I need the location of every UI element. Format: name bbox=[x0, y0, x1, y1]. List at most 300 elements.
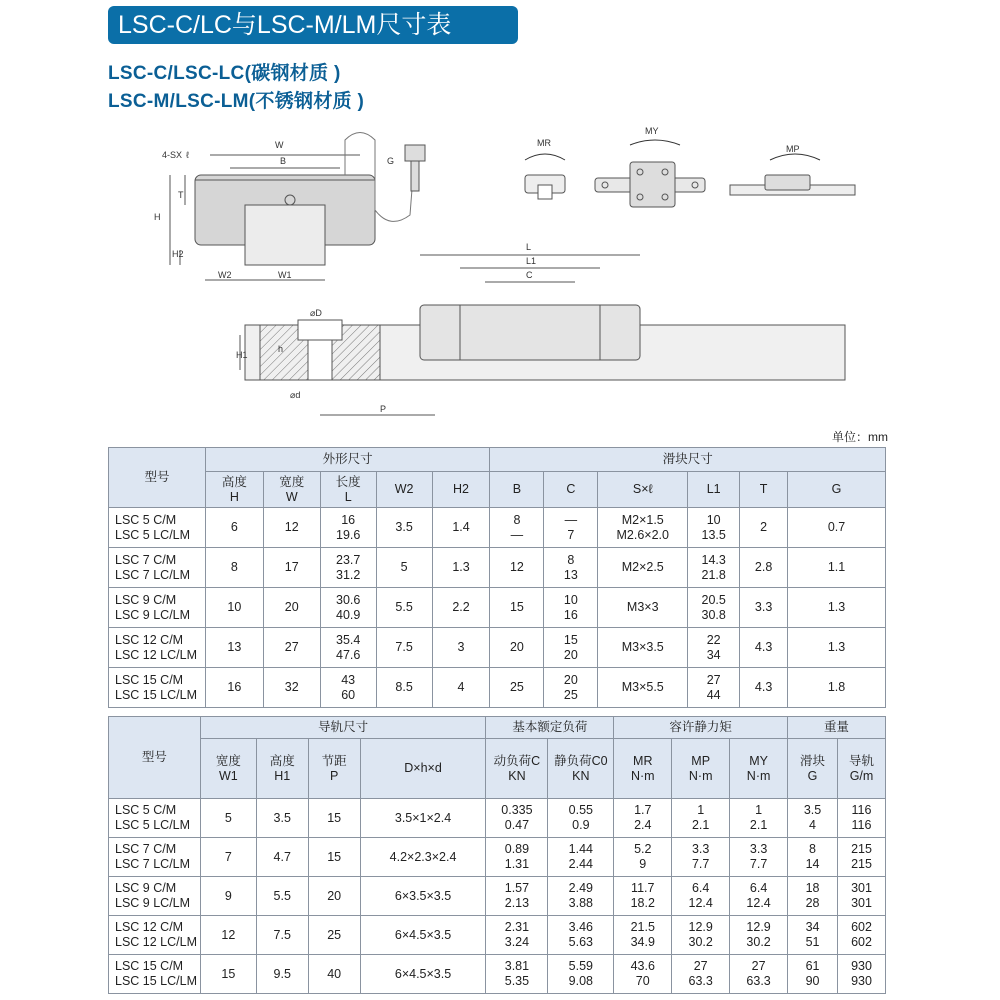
cell-value: 6×3.5×3.5 bbox=[394, 888, 452, 903]
group-outer: 外形尺寸 bbox=[205, 448, 490, 472]
table-cell bbox=[740, 628, 788, 668]
cell-value: 15 bbox=[221, 966, 236, 981]
cell-value: 31.2 bbox=[336, 567, 361, 582]
table-cell bbox=[256, 838, 308, 877]
model-name: LSC 15 C/M bbox=[115, 672, 184, 687]
cell-value: 20 bbox=[327, 888, 342, 903]
cell-value: 7.5 bbox=[395, 640, 413, 654]
cell-value: 301 bbox=[851, 881, 872, 895]
cell-value: 1.57 bbox=[504, 881, 530, 895]
label-dh: h bbox=[278, 344, 284, 354]
table-cell bbox=[490, 548, 544, 588]
table-cell bbox=[376, 508, 432, 548]
table-cell bbox=[837, 916, 885, 955]
label-hole: 4-SX bbox=[162, 150, 183, 160]
cell-value: 16 bbox=[227, 680, 242, 694]
column-header-line1: MP bbox=[691, 753, 711, 768]
table-cell bbox=[837, 877, 885, 916]
table-cell bbox=[548, 955, 614, 994]
model-name: LSC 12 LC/LM bbox=[115, 935, 197, 949]
cell-value: 20.5 bbox=[701, 592, 726, 607]
table-cell bbox=[614, 916, 672, 955]
label-dd-big: ⌀D bbox=[310, 308, 322, 318]
column-header-line1: 宽度 bbox=[215, 753, 241, 768]
column-header-line2: KN bbox=[508, 768, 526, 783]
table-row bbox=[109, 668, 886, 708]
label-w: W bbox=[275, 140, 284, 150]
table-cell bbox=[263, 588, 320, 628]
cell-value: 70 bbox=[635, 974, 650, 988]
group-load: 基本额定负荷 bbox=[486, 717, 614, 739]
table-cell bbox=[740, 508, 788, 548]
table-row bbox=[109, 838, 886, 877]
table-cell bbox=[837, 838, 885, 877]
model-name: LSC 5 C/M bbox=[115, 512, 177, 527]
cell-value: 14 bbox=[805, 857, 820, 871]
cell-value: 25 bbox=[327, 927, 342, 942]
table-cell bbox=[544, 588, 598, 628]
column-header bbox=[376, 472, 432, 508]
table-cell bbox=[837, 955, 885, 994]
table-cell bbox=[200, 955, 256, 994]
column-header-line1: W2 bbox=[394, 482, 414, 496]
cell-value: 61 bbox=[805, 959, 820, 973]
table-cell bbox=[788, 877, 838, 916]
model-name: LSC 9 LC/LM bbox=[115, 896, 191, 910]
cell-value: 12 bbox=[221, 927, 236, 942]
cell-value: 5.5 bbox=[395, 600, 413, 614]
cell-value: 4.3 bbox=[754, 640, 773, 654]
cell-value: 1.3 bbox=[452, 560, 470, 574]
cell-value: 3.3 bbox=[754, 600, 773, 614]
cell-value: 1.1 bbox=[827, 560, 846, 574]
column-header-line2: W bbox=[285, 489, 298, 504]
cell-value: 7.7 bbox=[691, 857, 710, 871]
cell-value: M3×3 bbox=[626, 600, 659, 614]
cell-value: 14.3 bbox=[701, 552, 726, 567]
table-cell bbox=[432, 588, 490, 628]
cell-value: 5 bbox=[224, 810, 232, 825]
column-header bbox=[548, 739, 614, 799]
column-header-line1: 高度 bbox=[269, 753, 295, 768]
table-cell bbox=[200, 838, 256, 877]
table-cell bbox=[256, 916, 308, 955]
label-mp: MP bbox=[786, 144, 800, 154]
cell-value: 0.55 bbox=[568, 803, 594, 817]
model-name: LSC 7 LC/LM bbox=[115, 567, 191, 582]
table-cell bbox=[360, 799, 486, 838]
table-cell bbox=[548, 916, 614, 955]
cell-value: 32 bbox=[284, 680, 299, 694]
cell-value: 12.9 bbox=[688, 920, 713, 934]
cell-value: 8 bbox=[567, 552, 575, 567]
table-cell bbox=[548, 838, 614, 877]
cell-value: 19.6 bbox=[336, 527, 361, 542]
label-h1: H1 bbox=[236, 350, 248, 360]
cell-value: 40 bbox=[327, 966, 342, 981]
label-c: C bbox=[526, 270, 533, 280]
cell-value: 2.1 bbox=[749, 818, 768, 832]
cell-value: 5 bbox=[400, 560, 408, 574]
cell-value: 10 bbox=[706, 512, 721, 527]
subtitle-carbon-steel: LSC-C/LSC-LC(碳钢材质 ) bbox=[108, 63, 341, 84]
cell-value: 30.8 bbox=[701, 607, 726, 622]
table-cell bbox=[548, 877, 614, 916]
column-header bbox=[614, 739, 672, 799]
cell-value: 9.5 bbox=[273, 966, 291, 981]
cell-value: 3.46 bbox=[568, 920, 594, 934]
cell-value: 3.24 bbox=[504, 935, 530, 949]
cell-value: 8 bbox=[809, 842, 816, 856]
cell-value: 2.49 bbox=[568, 881, 594, 895]
table-cell bbox=[486, 916, 548, 955]
cell-value: 602 bbox=[851, 935, 872, 949]
column-header-line1: 长度 bbox=[335, 474, 361, 489]
table-cell bbox=[320, 628, 376, 668]
cell-value: 25 bbox=[563, 687, 578, 702]
cell-value: 15 bbox=[327, 849, 342, 864]
cell-value: 12.9 bbox=[746, 920, 771, 934]
page-title-banner bbox=[108, 6, 518, 44]
column-header-line2: N·m bbox=[630, 768, 655, 783]
cell-value: 30.2 bbox=[746, 935, 771, 949]
table-cell bbox=[788, 955, 838, 994]
cell-value: 20 bbox=[563, 647, 578, 662]
cell-value: 10 bbox=[563, 592, 578, 607]
table-cell bbox=[598, 508, 688, 548]
unit-label: 单位：mm bbox=[832, 430, 888, 444]
cell-value: 0.9 bbox=[572, 818, 590, 832]
model-header-2: 型号 bbox=[109, 717, 201, 799]
cell-value: M3×3.5 bbox=[621, 640, 664, 654]
table-cell bbox=[205, 628, 263, 668]
table-cell bbox=[740, 548, 788, 588]
cell-value: 1.7 bbox=[634, 803, 652, 817]
table-cell bbox=[598, 668, 688, 708]
cell-value: 0.335 bbox=[501, 803, 533, 817]
cell-value: M2.6×2.0 bbox=[616, 527, 669, 542]
cell-value: 1 bbox=[697, 803, 705, 817]
column-header bbox=[360, 739, 486, 799]
table-cell bbox=[320, 508, 376, 548]
table-cell bbox=[308, 955, 360, 994]
column-header-line2: G bbox=[807, 768, 818, 783]
table-cell bbox=[730, 799, 788, 838]
table-row bbox=[109, 955, 886, 994]
subtitle-stainless-steel: LSC-M/LSC-LM(不锈钢材质 ) bbox=[108, 91, 365, 112]
cell-value: 13.5 bbox=[701, 527, 726, 542]
table-cell bbox=[788, 628, 886, 668]
label-h: H bbox=[154, 212, 161, 222]
cell-value: 1.3 bbox=[827, 600, 846, 614]
table-cell bbox=[490, 588, 544, 628]
cell-value: 60 bbox=[341, 687, 356, 702]
cell-value: 20 bbox=[509, 640, 524, 654]
cell-value: — bbox=[564, 512, 578, 527]
model-name: LSC 12 LC/LM bbox=[115, 647, 197, 662]
table-cell bbox=[432, 548, 490, 588]
screw bbox=[405, 145, 425, 161]
model-name: LSC 7 LC/LM bbox=[115, 857, 191, 871]
cell-value: 34 bbox=[706, 647, 721, 662]
cell-value: 13 bbox=[563, 567, 578, 582]
model-name: LSC 9 LC/LM bbox=[115, 607, 191, 622]
cell-value: 7 bbox=[567, 527, 575, 542]
table-cell bbox=[730, 838, 788, 877]
table-cell bbox=[672, 838, 730, 877]
column-header-line1: 静负荷C0 bbox=[554, 753, 608, 768]
cell-value: 7.7 bbox=[749, 857, 768, 871]
cell-value: 1 bbox=[755, 803, 763, 817]
cell-value: 3.5 bbox=[803, 803, 822, 817]
cell-value: 8.5 bbox=[395, 680, 413, 694]
label-mr: MR bbox=[537, 138, 551, 148]
cell-value: 17 bbox=[284, 560, 299, 574]
model-cell bbox=[109, 916, 201, 955]
cell-value: 116 bbox=[851, 803, 872, 817]
table-cell bbox=[788, 508, 886, 548]
table-cell bbox=[256, 799, 308, 838]
column-header-line1: L1 bbox=[706, 482, 721, 496]
cell-value: 21.8 bbox=[701, 567, 726, 582]
table-cell bbox=[432, 628, 490, 668]
table-cell bbox=[730, 955, 788, 994]
table-row bbox=[109, 877, 886, 916]
cell-value: M2×2.5 bbox=[621, 560, 664, 574]
cell-value: 2.13 bbox=[504, 896, 530, 910]
cell-value: 63.3 bbox=[688, 974, 713, 988]
column-header bbox=[308, 739, 360, 799]
table-cell bbox=[205, 588, 263, 628]
cell-value: 6.4 bbox=[691, 881, 710, 895]
cell-value: 6.4 bbox=[749, 881, 768, 895]
column-header-line2: KN bbox=[572, 768, 590, 783]
model-name: LSC 9 C/M bbox=[115, 881, 177, 895]
cell-value: 21.5 bbox=[630, 920, 655, 934]
cell-value: 63.3 bbox=[746, 974, 771, 988]
cell-value: 9 bbox=[639, 857, 647, 871]
column-header-line1: H2 bbox=[453, 482, 469, 496]
table-cell bbox=[263, 668, 320, 708]
cell-value: 602 bbox=[851, 920, 872, 934]
cell-value: 5.63 bbox=[568, 935, 594, 949]
label-w1: W1 bbox=[278, 270, 292, 280]
cell-value: 51 bbox=[805, 935, 820, 949]
cell-value: 15 bbox=[509, 600, 524, 614]
my-block bbox=[630, 162, 675, 207]
side-block bbox=[420, 305, 640, 360]
table-cell bbox=[320, 668, 376, 708]
table-cell bbox=[205, 508, 263, 548]
cell-value: 2.4 bbox=[634, 818, 652, 832]
table-cell bbox=[263, 628, 320, 668]
column-header-line2: N·m bbox=[746, 768, 771, 783]
table-cell bbox=[672, 955, 730, 994]
cell-value: 9.08 bbox=[568, 974, 594, 988]
cell-value: 20 bbox=[563, 672, 578, 687]
cell-value: 3.3 bbox=[691, 842, 710, 856]
cell-value: 90 bbox=[805, 974, 820, 988]
group-weight: 重量 bbox=[788, 717, 886, 739]
model-header: 型号 bbox=[109, 448, 206, 508]
table-cell bbox=[308, 799, 360, 838]
table-cell bbox=[360, 916, 486, 955]
cell-value: 4.3 bbox=[754, 680, 773, 694]
column-header-line1: 节距 bbox=[321, 753, 347, 768]
model-name: LSC 7 C/M bbox=[115, 552, 177, 567]
table-cell bbox=[688, 548, 740, 588]
table-cell bbox=[788, 799, 838, 838]
table-cell bbox=[360, 955, 486, 994]
cell-value: 4.7 bbox=[273, 849, 291, 864]
model-name: LSC 9 C/M bbox=[115, 592, 177, 607]
mp-block bbox=[765, 175, 810, 190]
table-cell bbox=[263, 548, 320, 588]
table-cell bbox=[205, 668, 263, 708]
model-name: LSC 15 LC/LM bbox=[115, 974, 197, 988]
column-header bbox=[740, 472, 788, 508]
cell-value: 43 bbox=[341, 672, 356, 687]
group-block: 滑块尺寸 bbox=[490, 448, 886, 472]
table-cell bbox=[486, 799, 548, 838]
model-name: LSC 7 C/M bbox=[115, 842, 177, 856]
table-cell bbox=[490, 628, 544, 668]
dimension-drawing bbox=[150, 120, 860, 430]
table-cell bbox=[688, 588, 740, 628]
cell-value: 6×4.5×3.5 bbox=[394, 927, 452, 942]
label-l: L bbox=[526, 242, 532, 252]
table-cell bbox=[730, 916, 788, 955]
cell-value: 28 bbox=[805, 896, 820, 910]
column-header-line2: G/m bbox=[849, 768, 874, 783]
column-header-line2: L bbox=[344, 489, 352, 504]
table-cell bbox=[360, 838, 486, 877]
model-name: LSC 15 C/M bbox=[115, 959, 184, 973]
label-w2: W2 bbox=[218, 270, 232, 280]
column-header-line1: S×ℓ bbox=[632, 482, 653, 496]
table-cell bbox=[788, 548, 886, 588]
cell-value: 20 bbox=[284, 600, 299, 614]
model-name: LSC 12 C/M bbox=[115, 632, 184, 647]
table-cell bbox=[672, 799, 730, 838]
model-cell bbox=[109, 838, 201, 877]
cell-value: 12.4 bbox=[688, 896, 713, 910]
label-l1: L1 bbox=[526, 256, 537, 266]
column-header-line1: 动负荷C bbox=[493, 753, 541, 768]
cell-value: 2.2 bbox=[452, 600, 470, 614]
table-cell bbox=[432, 668, 490, 708]
cell-value: 3.5×1×2.4 bbox=[394, 810, 452, 825]
column-header bbox=[432, 472, 490, 508]
cell-value: 4 bbox=[809, 818, 816, 832]
cell-value: 5.5 bbox=[273, 888, 291, 903]
table-cell bbox=[730, 877, 788, 916]
table-cell bbox=[688, 508, 740, 548]
model-cell bbox=[109, 588, 206, 628]
table-cell bbox=[544, 628, 598, 668]
label-t: T bbox=[178, 190, 184, 200]
table-cell bbox=[490, 668, 544, 708]
column-header bbox=[490, 472, 544, 508]
cell-value: 18.2 bbox=[630, 896, 655, 910]
cell-value: 27 bbox=[284, 640, 299, 654]
column-header-line1: D×h×d bbox=[404, 761, 442, 775]
table-cell bbox=[205, 548, 263, 588]
label-my: MY bbox=[645, 126, 659, 136]
cell-value: 0.47 bbox=[504, 818, 530, 832]
cell-value: 9 bbox=[224, 888, 232, 903]
column-header bbox=[598, 472, 688, 508]
cell-value: 30.6 bbox=[336, 592, 361, 607]
model-name: LSC 12 C/M bbox=[115, 920, 184, 934]
table-cell bbox=[308, 838, 360, 877]
cell-value: 6×4.5×3.5 bbox=[394, 966, 452, 981]
cell-value: 3.3 bbox=[749, 842, 768, 856]
rail-section bbox=[245, 205, 325, 265]
label-h2: H2 bbox=[172, 249, 184, 259]
cell-value: 44 bbox=[706, 687, 721, 702]
page-title: LSC-C/LC与LSC-M/LM尺寸表 bbox=[118, 11, 452, 39]
cell-value: 3.5 bbox=[395, 520, 413, 534]
model-cell bbox=[109, 799, 201, 838]
cell-value: 23.7 bbox=[336, 552, 361, 567]
cell-value: 1.3 bbox=[827, 640, 846, 654]
model-cell bbox=[109, 548, 206, 588]
cell-value: 301 bbox=[851, 896, 872, 910]
cell-value: 3.81 bbox=[504, 959, 530, 973]
column-header-line1: 滑块 bbox=[800, 753, 826, 768]
column-header-line2: P bbox=[329, 768, 339, 783]
cell-value: 18 bbox=[805, 881, 820, 895]
column-header bbox=[688, 472, 740, 508]
column-header bbox=[205, 472, 263, 508]
column-header bbox=[486, 739, 548, 799]
column-header-line2: N·m bbox=[688, 768, 713, 783]
table-row bbox=[109, 508, 886, 548]
cell-value: 34 bbox=[805, 920, 820, 934]
table-cell bbox=[200, 799, 256, 838]
table-cell bbox=[614, 838, 672, 877]
label-p: P bbox=[380, 404, 387, 414]
table-cell bbox=[376, 668, 432, 708]
block-dimension-table bbox=[108, 447, 886, 708]
column-header-line2: W1 bbox=[218, 768, 238, 783]
column-header-line1: C bbox=[566, 482, 576, 496]
model-name: LSC 15 LC/LM bbox=[115, 687, 197, 702]
table-cell bbox=[788, 668, 886, 708]
table-cell bbox=[788, 838, 838, 877]
column-header bbox=[544, 472, 598, 508]
label-dd-small: ⌀d bbox=[290, 390, 301, 400]
cell-value: 2.8 bbox=[754, 560, 773, 574]
cell-value: 2 bbox=[760, 520, 768, 534]
model-cell bbox=[109, 877, 201, 916]
cell-value: 1.44 bbox=[568, 842, 594, 856]
cell-value: 7.5 bbox=[273, 927, 291, 942]
table-cell bbox=[614, 955, 672, 994]
cell-value: 27 bbox=[693, 959, 708, 973]
column-header-line1: B bbox=[512, 482, 522, 496]
cell-value: 4 bbox=[457, 680, 465, 694]
model-cell bbox=[109, 668, 206, 708]
cell-value: 0.7 bbox=[827, 520, 846, 534]
model-name: LSC 5 LC/LM bbox=[115, 527, 191, 542]
cell-value: 30.2 bbox=[688, 935, 713, 949]
table-cell bbox=[837, 799, 885, 838]
table-cell bbox=[200, 877, 256, 916]
group-moment: 容许静力矩 bbox=[614, 717, 788, 739]
table-row bbox=[109, 916, 886, 955]
